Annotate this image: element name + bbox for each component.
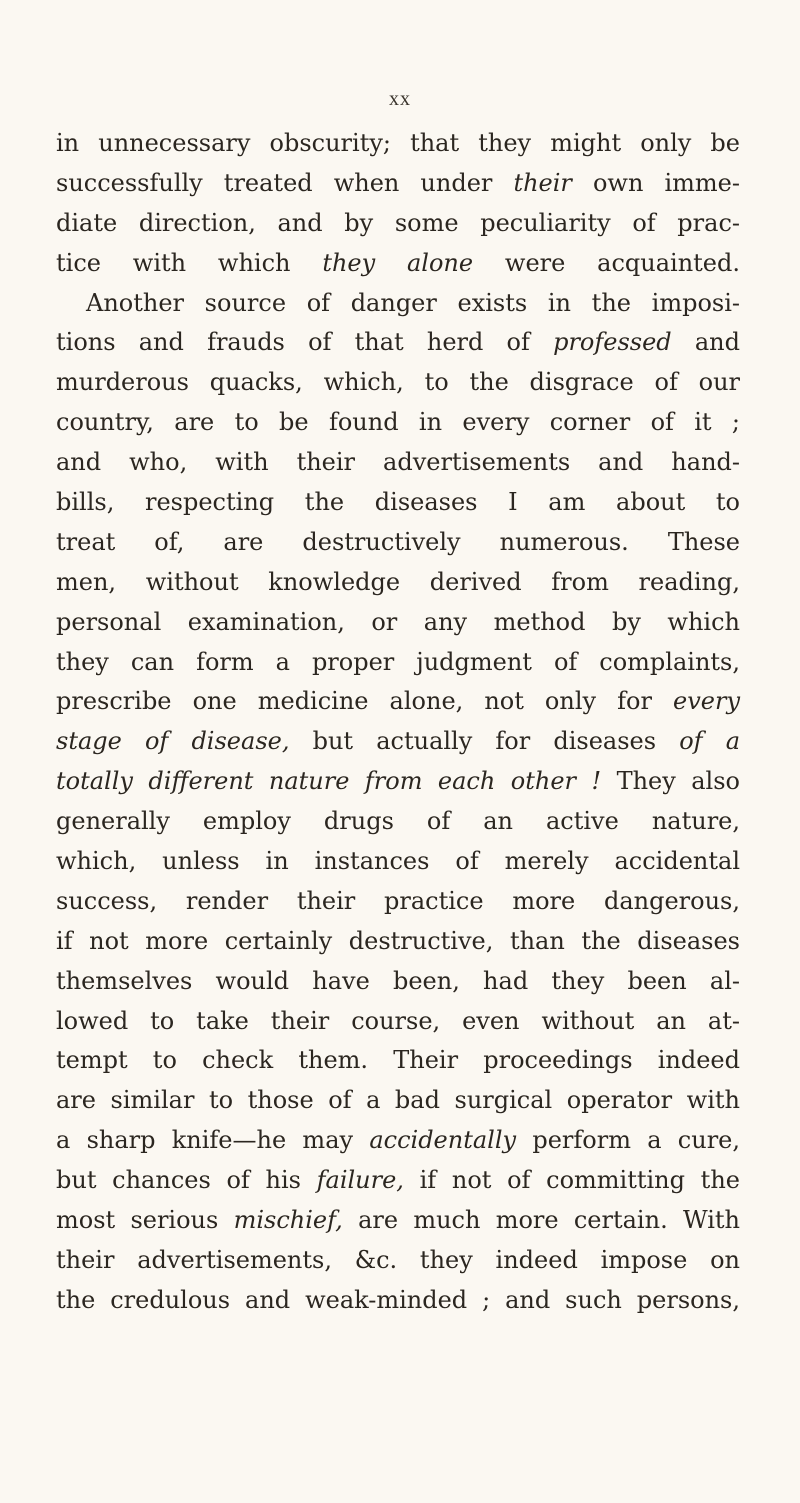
- text-line: [56, 1002, 740, 1042]
- text-run: perform a cure,: [516, 1126, 740, 1155]
- text-line: [56, 523, 740, 563]
- text-run: prescribe one medicine alone, not only for: [56, 687, 673, 716]
- text-run: tice with which: [56, 248, 323, 277]
- text-run: country, are to be found in every corner of it ;: [56, 408, 740, 437]
- text-run: are much more certain. With: [342, 1206, 740, 1235]
- text-run: successfully treated when under: [56, 168, 514, 197]
- text-run: generally employ drugs of an active nature,: [56, 807, 740, 836]
- text-run: men, without knowledge derived from reading,: [56, 567, 740, 596]
- text-line: [56, 962, 740, 1002]
- text-run: and: [671, 328, 740, 357]
- text-line: [56, 722, 740, 762]
- text-line: [56, 204, 740, 244]
- text-line: [56, 1121, 740, 1161]
- text-line: [56, 603, 740, 643]
- text-line: [56, 124, 740, 164]
- text-line: [56, 483, 740, 523]
- text-line: [56, 244, 740, 284]
- text-line: [56, 563, 740, 603]
- text-run: personal examination, or any method by which: [56, 607, 740, 636]
- text-run: tions and frauds of that herd of: [56, 328, 554, 357]
- text-line: [56, 922, 740, 962]
- text-line: [56, 682, 740, 722]
- text-line: [56, 323, 740, 363]
- italic-text-run: accidentally: [369, 1126, 517, 1155]
- text-line: [56, 1201, 740, 1241]
- italic-text-run: professed: [553, 328, 672, 357]
- italic-text-run: mischief,: [233, 1206, 343, 1235]
- italic-text-run: their: [513, 168, 572, 197]
- text-run: and who, with their advertisements and hand-: [56, 448, 740, 477]
- text-run: but chances of his: [56, 1166, 317, 1195]
- text-line: [56, 643, 740, 683]
- text-line: [56, 164, 740, 204]
- text-run: they can form a proper judgment of complaints,: [56, 647, 740, 676]
- text-run: success, render their practice more dangerous,: [56, 886, 740, 915]
- italic-text-run: totally different nature from each other !: [56, 767, 602, 796]
- italic-text-run: failure,: [316, 1166, 404, 1195]
- text-run: most serious: [56, 1206, 234, 1235]
- text-run: in unnecessary obscurity; that they might only be: [56, 129, 740, 157]
- text-line: [56, 284, 740, 324]
- text-line: [56, 403, 740, 443]
- text-run: lowed to take their course, even without an at-: [56, 1006, 740, 1035]
- italic-text-run: they alone: [322, 248, 474, 277]
- text-line: [56, 443, 740, 483]
- text-line: [56, 363, 740, 403]
- text-run: their advertisements, &c. they indeed impose on: [56, 1245, 740, 1274]
- text-line: [56, 1281, 740, 1321]
- text-run: treat of, are destructively numerous. These: [56, 527, 740, 556]
- text-run: are similar to those of a bad surgical operator with: [56, 1086, 740, 1115]
- text-line: [56, 842, 740, 882]
- text-run: Another source of danger exists in the imposi-: [86, 288, 740, 317]
- text-run: They also: [601, 767, 740, 796]
- text-line: [56, 802, 740, 842]
- text-run: diate direction, and by some peculiarity of prac-: [56, 208, 740, 237]
- text-run: own imme-: [571, 168, 740, 197]
- italic-text-run: every: [673, 687, 740, 716]
- text-run: the credulous and weak-minded ; and such persons,: [56, 1285, 740, 1314]
- text-run: bills, respecting the diseases I am about to: [56, 488, 740, 517]
- text-run: but actually for diseases: [289, 727, 680, 756]
- text-run: a sharp knife—he may: [56, 1126, 370, 1155]
- text-run: if not more certainly destructive, than the diseases: [56, 926, 740, 955]
- text-line: [56, 1241, 740, 1281]
- text-run: murderous quacks, which, to the disgrace of our: [56, 368, 740, 397]
- text-line: [56, 762, 740, 802]
- text-line: [56, 882, 740, 922]
- text-run: which, unless in instances of merely accidental: [56, 847, 740, 876]
- text-run: if not of committing the: [403, 1166, 740, 1195]
- italic-text-run: of a: [679, 727, 740, 756]
- text-line: [56, 1161, 740, 1201]
- body-text: [56, 124, 740, 1321]
- text-run: were acquainted.: [473, 248, 740, 277]
- page-number: xx: [389, 88, 411, 110]
- italic-text-run: stage of disease,: [56, 727, 290, 756]
- text-run: tempt to check them. Their proceedings indeed: [56, 1046, 740, 1075]
- text-line: [56, 1041, 740, 1081]
- text-line: [56, 1081, 740, 1121]
- text-run: themselves would have been, had they been al-: [56, 966, 740, 995]
